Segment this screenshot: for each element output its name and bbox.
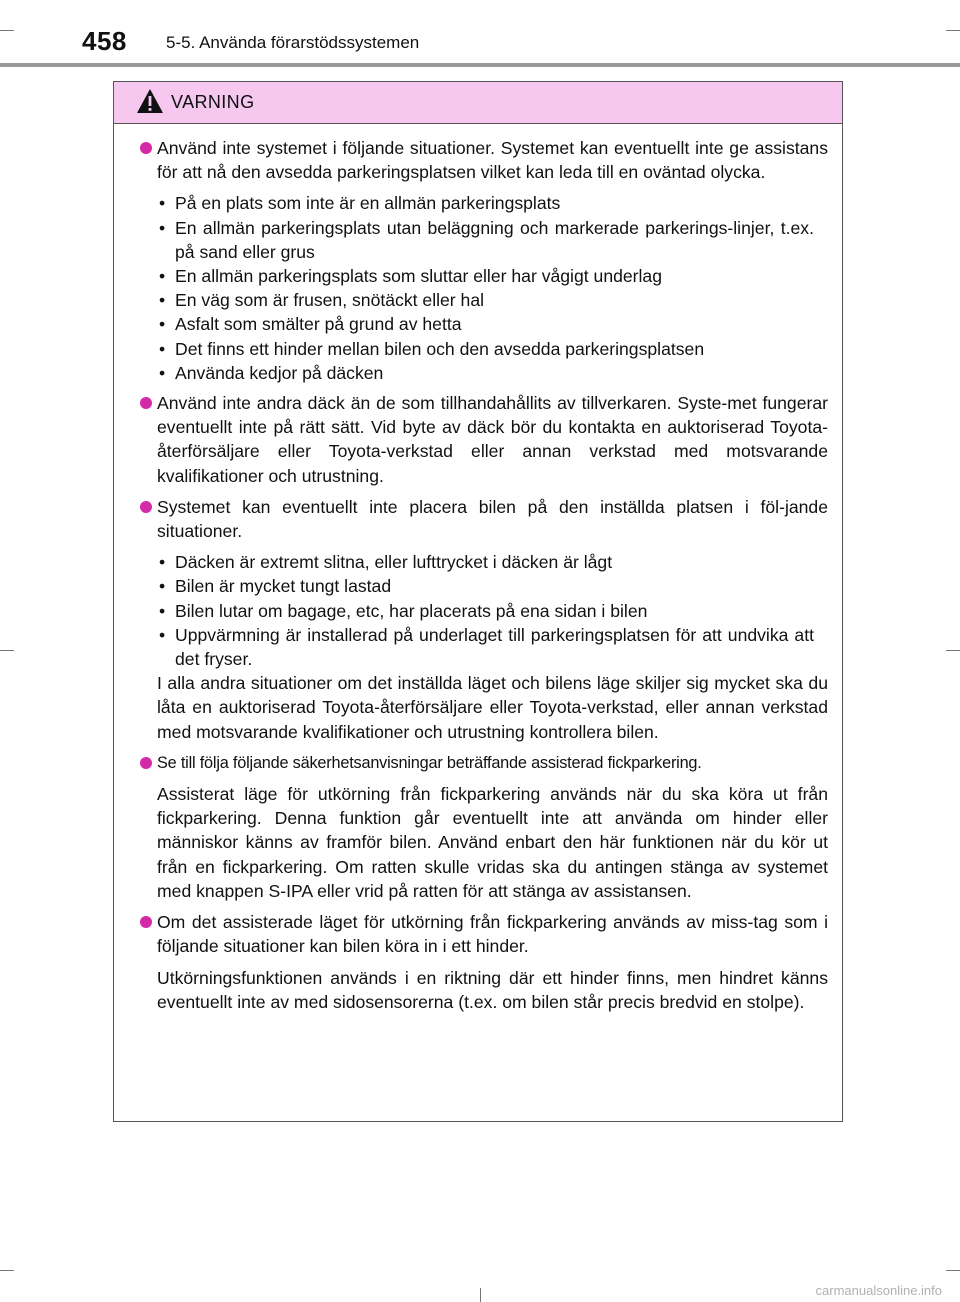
warning-title: VARNING [171,92,255,112]
list-item: • Däcken är extremt slitna, eller lufttrycket i däcken är lågt [157,550,814,574]
warning-header [114,82,842,124]
warning-paragraph: Om det assisterade läget för utkörning från fickparkering används av miss-tag som i följande situationer kan bilen köra in i ett hinder. [114,910,828,958]
bullet-icon [140,916,152,928]
situation-list [114,550,814,671]
warning-box [113,81,843,1122]
crop-mark [946,30,960,31]
list-item: • Uppvärmning är installerad på underlaget till parkeringsplatsen för att undvika att det fryser. [157,623,814,671]
warning-paragraph: Använd inte systemet i följande situationer. Systemet kan eventuellt inte ge assistans för att nå den avsedda parkeringsplatsen vilket kan leda till en oväntad olycka. [114,136,828,184]
warning-triangle-icon [136,88,164,114]
warning-content [114,136,842,1021]
list-item: • Det finns ett hinder mellan bilen och den avsedda parkeringsplatsen [157,337,814,361]
warning-note: I alla andra situationer om det inställda läget och bilens läge skiljer sig mycket ska du låta en auktoriserad Toyota-återförsäljare eller Toyota-verkstad, eller annan verkstad med motsvarande kvalifikationer och utrustning kontrollera bilen. [157,673,828,742]
bullet-icon [140,757,152,769]
bullet-icon [140,142,152,154]
list-item: • Bilen är mycket tungt lastad [157,574,814,598]
bullet-icon [140,501,152,513]
list-item: • En allmän parkeringsplats som sluttar eller har vågigt underlag [157,264,814,288]
warning-paragraph: Använd inte andra däck än de som tillhandahållits av tillverkaren. Syste-met fungerar eventuellt inte på rätt sätt. Vid byte av däck bör du kontakta en auktoriserad Toyota-återförsäljare eller Toyota-verkstad eller annan verkstad med motsvarande kvalifikationer och utrustning. [114,391,828,488]
section-title: 5-5. Använda förarstödssystemen [166,33,420,52]
bullet-icon [140,397,152,409]
situation-list [114,191,814,385]
warning-note: Utkörningsfunktionen används i en riktning där ett hinder finns, men hindret känns eventuellt inte av med sidosensorerna (t.ex. om bilen står precis bredvid en stolpe). [157,967,828,1012]
crop-mark [946,650,960,651]
page-number: 458 [82,26,127,56]
crop-mark [0,30,14,31]
list-item: • Asfalt som smälter på grund av hetta [157,312,814,336]
list-item: • På en plats som inte är en allmän parkeringsplats [157,191,814,215]
crop-mark [946,1270,960,1271]
watermark: carmanualsonline.info [815,1283,942,1298]
header-rule [0,63,960,67]
list-item: • En väg som är frusen, snötäckt eller hal [157,288,814,312]
crop-mark [480,1288,481,1302]
warning-paragraph: Se till följa följande säkerhetsanvisningar beträffande assisterad fickparkering. [114,751,828,775]
warning-note: Assisterat läge för utkörning från fickparkering används när du ska köra ut från fickparkering. Denna funktion går eventuellt inte att använda om hinder eller människor känns av framför bilen. Använd enbart den här funktionen när du kör ut från en fickparkering. Om ratten skulle vridas ska du antingen stänga av systemet med knappen S-IPA eller vrid på ratten för att stänga av assistansen. [157,784,828,901]
warning-paragraph: Systemet kan eventuellt inte placera bilen på den inställda platsen i föl-jande situationer. [114,495,828,543]
crop-mark [0,1270,14,1271]
crop-mark [0,650,14,651]
list-item: • En allmän parkeringsplats utan beläggning och markerade parkerings-linjer, t.ex. på sand eller grus [157,216,814,264]
list-item: • Använda kedjor på däcken [157,361,814,385]
list-item: • Bilen lutar om bagage, etc, har placerats på ena sidan i bilen [157,599,814,623]
